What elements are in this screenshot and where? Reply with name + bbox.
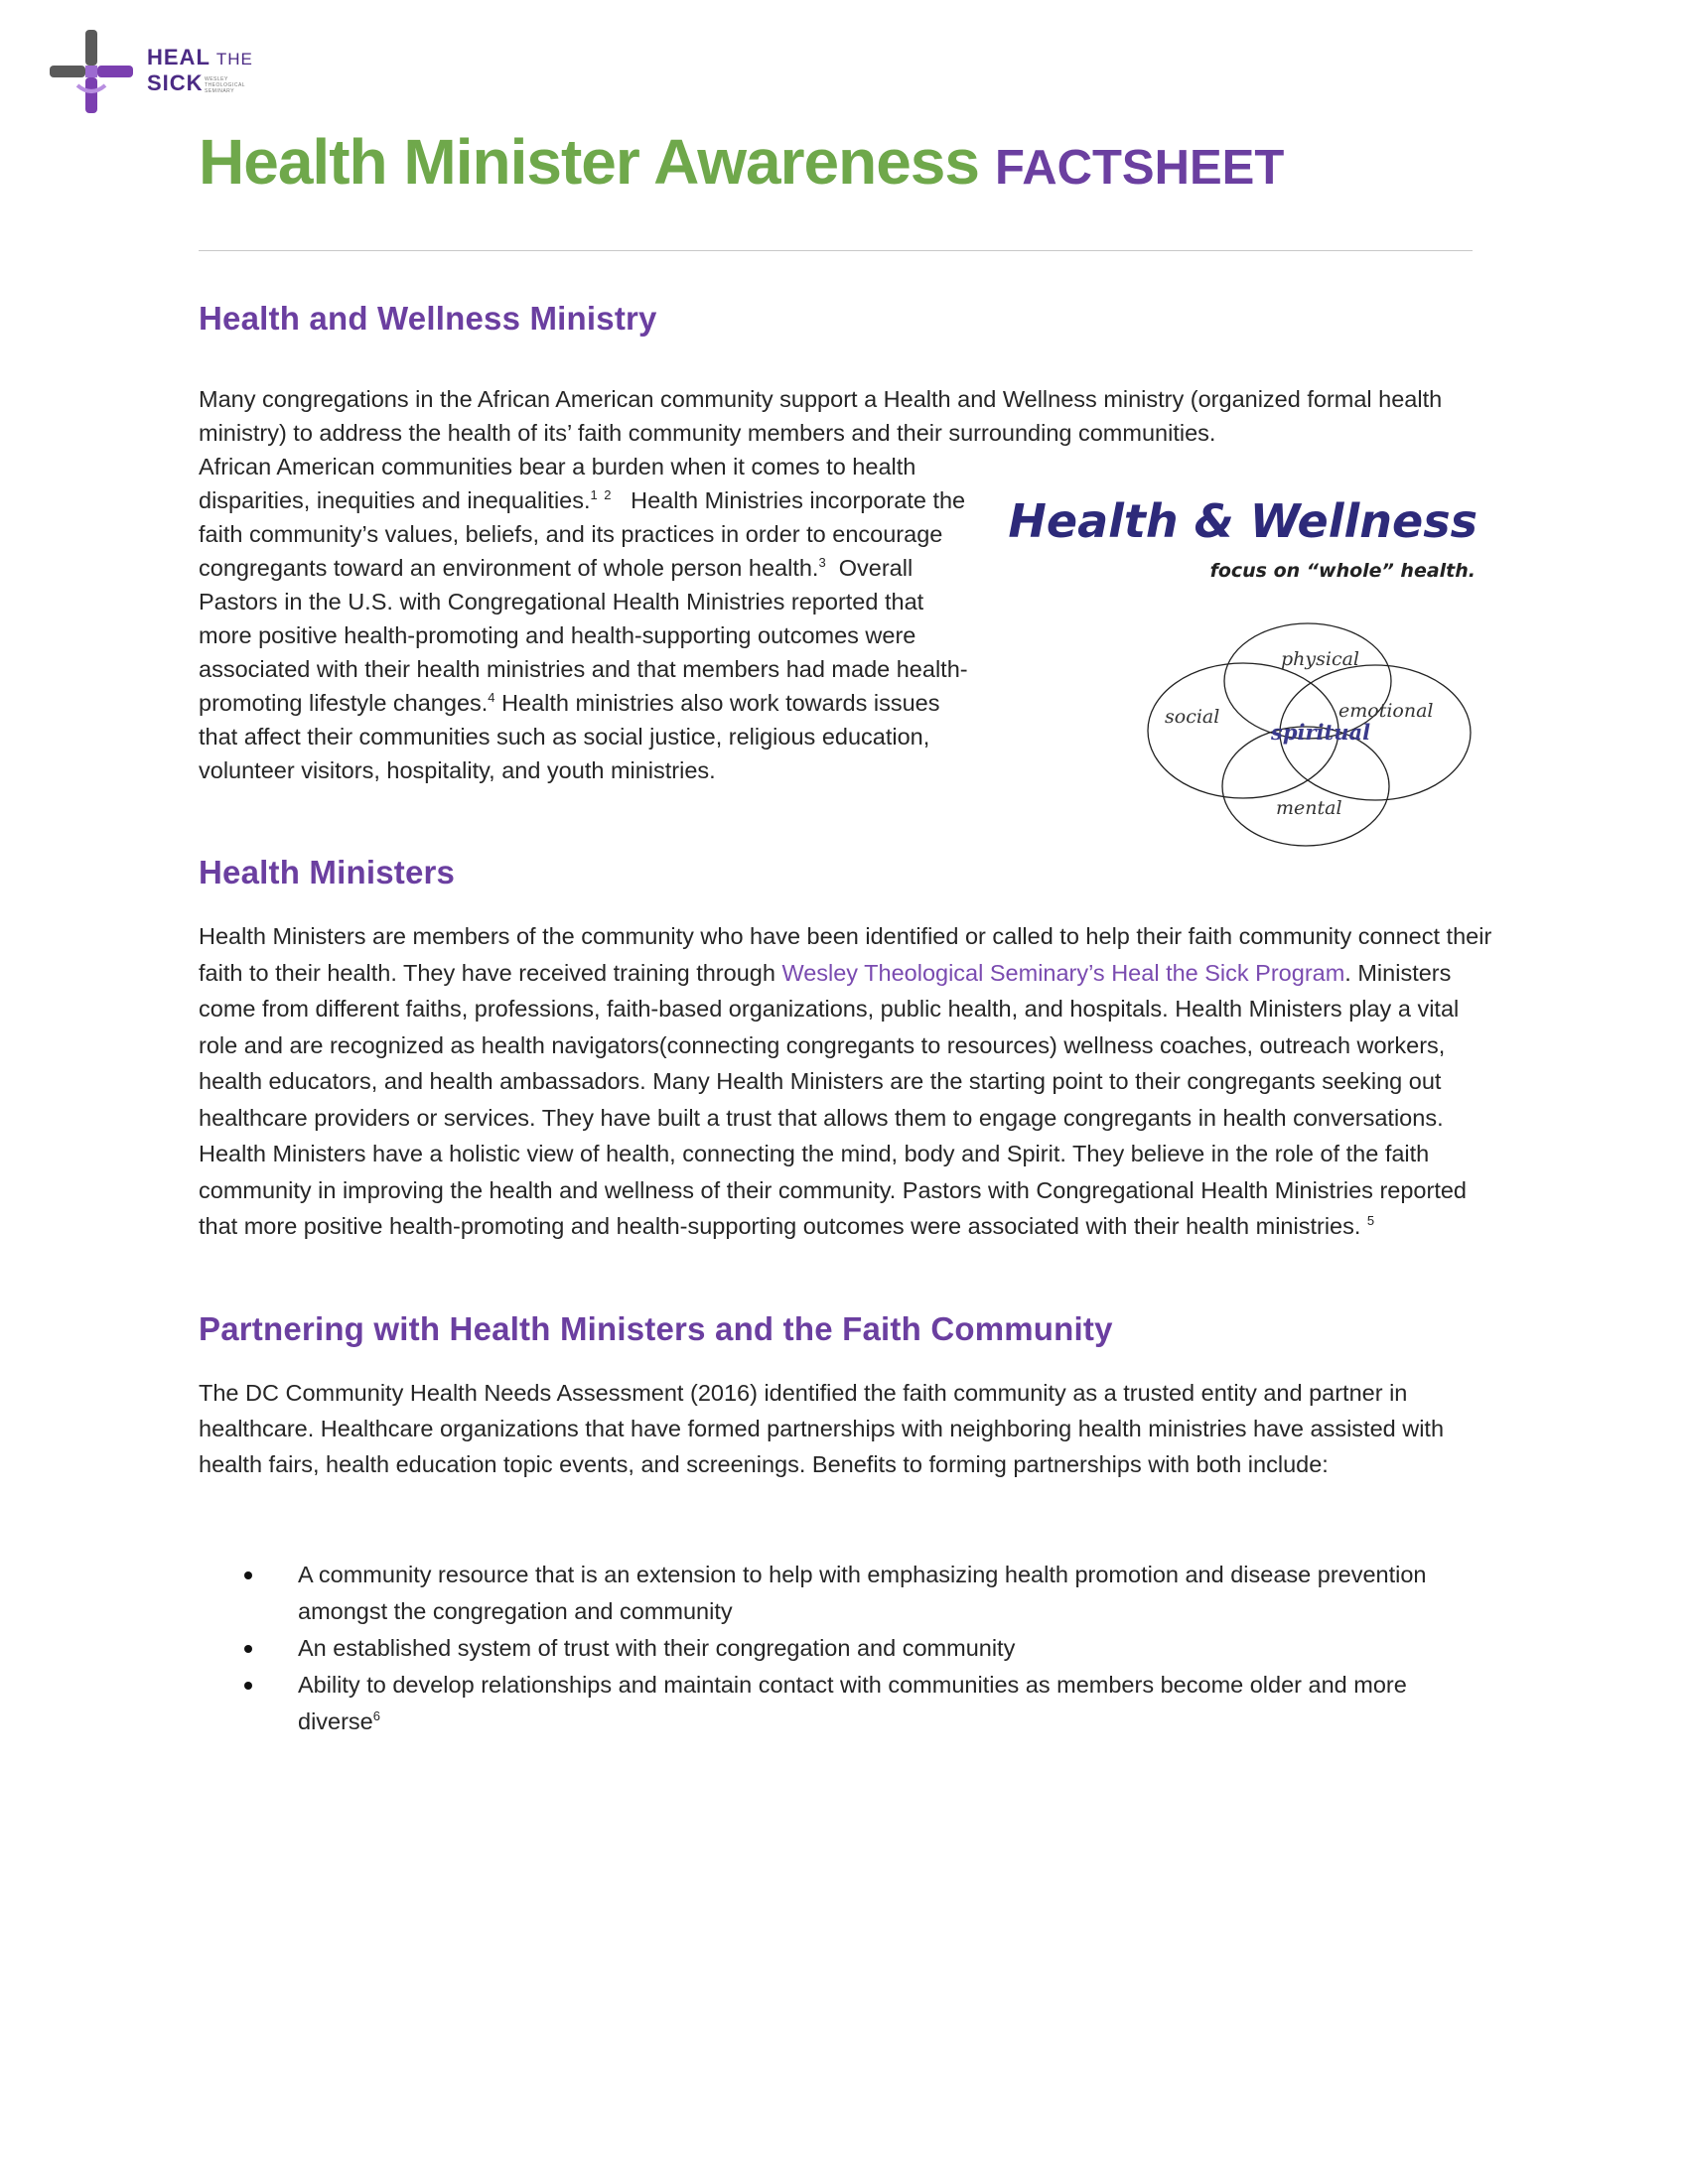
- logo-subtext: WESLEY THEOLOGICAL SEMINARY: [205, 76, 245, 94]
- page-title: [199, 125, 1284, 199]
- footnote-ref-3[interactable]: 3: [818, 555, 826, 571]
- health-wellness-figure: [1008, 494, 1489, 862]
- logo-line1-small: THE: [215, 50, 253, 68]
- heal-the-sick-logo: [48, 28, 276, 117]
- label-spiritual: spiritual: [1271, 720, 1371, 745]
- partnering-benefits-list: [199, 1557, 1489, 1740]
- wellness-venn-diagram: [1132, 621, 1489, 860]
- heading-health-ministers: Health Ministers: [199, 854, 456, 890]
- list-item: [199, 1630, 1489, 1667]
- cross-logo-icon: [48, 28, 137, 117]
- partnering-paragraph: The DC Community Health Needs Assessment (2016) identified the faith community as a trusted entity and partner in healthcare. Healthcare organizations that have formed partnerships with neighboring health ministries have assisted with health fairs, health education topic events, and screenings. Benefits to forming partnerships with both include:: [199, 1380, 1445, 1477]
- wellness-text-c: Overall Pastors in the U.S. with Congregational Health Ministries reported that more positive health-promoting and health-supporting outcomes were associated with their health ministries and that members had made health-promoting lifestyle changes.: [199, 555, 968, 716]
- heading-health-wellness-ministry: Health and Wellness Ministry: [199, 300, 657, 337]
- title-suffix: FACTSHEET: [994, 141, 1285, 195]
- ministers-text-a: Health Ministers are members of the community who have been identified or called to help their faith community connect their faith to their health. They have received training through: [199, 923, 1492, 986]
- heading-partnering: Partnering with Health Ministers and the Faith Community: [199, 1310, 1113, 1347]
- figure-title: Health & Wellness: [1008, 494, 1477, 548]
- benefit-text: Ability to develop relationships and maintain contact with communities as members become older and more diverse: [298, 1672, 1407, 1734]
- logo-line2: SICK: [147, 70, 204, 95]
- label-physical: physical: [1281, 648, 1360, 670]
- benefit-text: An established system of trust with their congregation and community: [298, 1635, 1016, 1661]
- footnote-ref-5[interactable]: 5: [1366, 1213, 1375, 1229]
- bullet-icon: [244, 1645, 252, 1653]
- logo-line1: HEAL: [147, 45, 211, 69]
- wellness-paragraph: [199, 450, 983, 787]
- bullet-icon: [244, 1571, 252, 1579]
- label-mental: mental: [1276, 797, 1342, 819]
- label-emotional: emotional: [1338, 700, 1434, 722]
- bullet-icon: [244, 1682, 252, 1690]
- list-item: [199, 1557, 1489, 1630]
- circle-mental: [1222, 727, 1389, 846]
- wellness-text-a: African American communities bear a burden when it comes to health disparities, inequities and inequalities.: [199, 454, 916, 513]
- footnote-ref-1[interactable]: 1: [590, 487, 598, 503]
- footnote-ref-2[interactable]: 2: [604, 487, 612, 503]
- title-divider: [199, 250, 1473, 251]
- label-social: social: [1165, 706, 1220, 728]
- ministers-text-b: . Ministers come from different faiths, professions, faith-based organizations, public health, and hospitals. Health Ministers play a vital role and are recognized as health navigators(connecting congregants to resources) wellness coaches, outreach workers, health educators, and health ambassadors. Many Health Ministers are the starting point to their congregants seeking out healthcare providers or services. They have built a trust that allows them to engage congregants in health conversations. Health Ministers have a holistic view of health, connecting the mind, body and Spirit. They believe in the role of the faith community in improving the health and wellness of their community. Pastors with Congregational Health Ministries reported that more positive health-promoting and health-supporting outcomes were associated with their health ministries.: [199, 959, 1467, 1239]
- footnote-ref-4[interactable]: 4: [488, 690, 495, 706]
- ministers-paragraph: [199, 918, 1494, 1245]
- benefit-text: A community resource that is an extension to help with emphasizing health promotion and disease prevention amongst the congregation and community: [298, 1562, 1427, 1624]
- heal-the-sick-program-link[interactable]: Wesley Theological Seminary’s Heal the Sick Program: [781, 959, 1345, 986]
- wellness-text-b: Health Ministries incorporate the faith community’s values, beliefs, and its practices in order to encourage congregants toward an environment of whole person health.: [199, 487, 966, 581]
- figure-subtitle: focus on “whole” health.: [1209, 560, 1476, 582]
- title-main: Health Minister Awareness: [199, 126, 979, 198]
- wellness-text-d: Health ministries also work towards issues that affect their communities such as social justice, religious education, volunteer visitors, hospitality, and youth ministries.: [199, 690, 940, 783]
- wellness-intro-paragraph: Many congregations in the African American community support a Health and Wellness ministry (organized formal health ministry) to address the health of its’ faith community members and their surrounding communities.: [199, 386, 1443, 446]
- footnote-ref-6[interactable]: 6: [372, 1708, 380, 1724]
- list-item: [199, 1667, 1489, 1740]
